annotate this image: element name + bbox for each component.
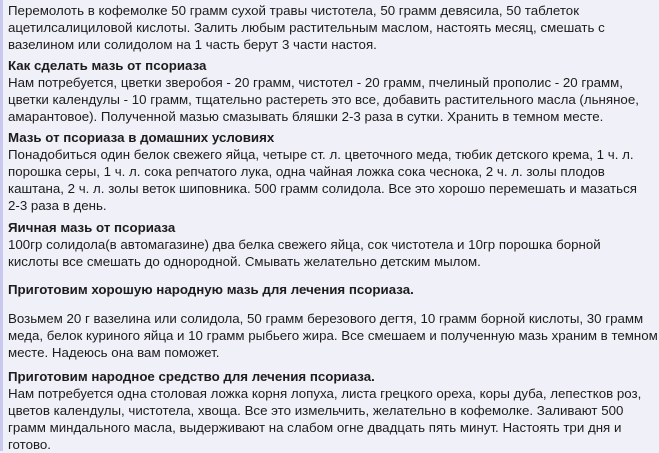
section-how-to-make <box>8 57 658 125</box>
text-line: кислоты все смешать до однородной. Смывать желательно детским мылом. <box>8 254 481 269</box>
text-line: месте. Надеюсь она вам поможет. <box>8 345 220 360</box>
text-line: порошка серы, 1 ч. л. сока репчатого лука, одна чайная ложка сока чеснока, 2 ч. л. золы плодов <box>8 164 605 179</box>
section-heading: Приготовим хорошую народную мазь для лечения псориаза. <box>8 282 414 297</box>
text-line: Понадобиться один белок свежего яйца, четыре ст. л. цветочного меда, тюбик детского крема, 1 ч. л. <box>8 147 634 162</box>
text-line: цветов календулы, чистотела, хвоща. Все это измельчить, желательно в кофемолке. Заливают 500 <box>8 403 624 418</box>
text-line: 2-3 раза в день. <box>8 198 107 213</box>
text-line: Нам потребуется, цветки зверобоя - 20 грамм, чистотел - 20 грамм, пчелиный прополис - 20 грамм, <box>8 75 624 90</box>
section-heading: Яичная мазь от псориаза <box>8 220 176 235</box>
section-home-conditions <box>8 129 658 214</box>
left-border <box>0 0 3 451</box>
text-line: меда, белок куриного яйца и 10 грамм рыбьего жира. Все смешаем и полученную мазь храним в темном <box>8 328 658 343</box>
section-egg-ointment <box>8 219 658 270</box>
text-line: каштана, 2 ч. л. золы веток шиповника. 500 грамм солидола. Все это хорошо перемешать и мазаться <box>8 181 637 196</box>
text-line: Перемолоть в кофемолке 50 грамм сухой травы чистотела, 50 грамм девясила, 50 таблеток <box>8 3 580 18</box>
text-line: грамм миндального масла, выдерживают на слабом огне двадцать пять минут. Настоять три дня и <box>8 420 622 435</box>
text-line: вазелином или солидолом на 1 часть берут 3 части настоя. <box>8 37 377 52</box>
text-line: ацетилсалициловой кислоты. Залить любым растительным маслом, настоять месяц, смешать с <box>8 20 605 35</box>
text-line: готово. <box>8 437 52 452</box>
text-line: Нам потребуется одна столовая ложка корня лопуха, листа грецкого ореха, коры дуба, лепестков роз, <box>8 386 642 401</box>
text-line: цветки календулы - 10 грамм, тщательно растереть это все, добавить растительного масла (льняное, <box>8 92 639 107</box>
section-heading: Как сделать мазь от псориаза <box>8 58 207 73</box>
intro-paragraph <box>8 2 658 53</box>
text-line: 100гр солидола(в автомагазине) два белка свежего яйца, сок чистотела и 10гр порошка борной <box>8 237 601 252</box>
text-line: амарантовое). Полученной мазью смазывать бляшки 2-3 раза в сутки. Хранить в темном месте. <box>8 109 604 124</box>
section-heading: Мазь от псориаза в домашних условиях <box>8 130 275 145</box>
section-heading: Приготовим народное средство для лечения псориаза. <box>8 369 375 384</box>
text-line: Возьмем 20 г вазелина или солидола, 50 грамм березового дегтя, 10 грамм борной кислоты, 30 грамм <box>8 311 644 326</box>
section-folk-ointment <box>8 281 658 361</box>
section-folk-remedy <box>8 368 658 453</box>
spacer <box>8 298 658 310</box>
